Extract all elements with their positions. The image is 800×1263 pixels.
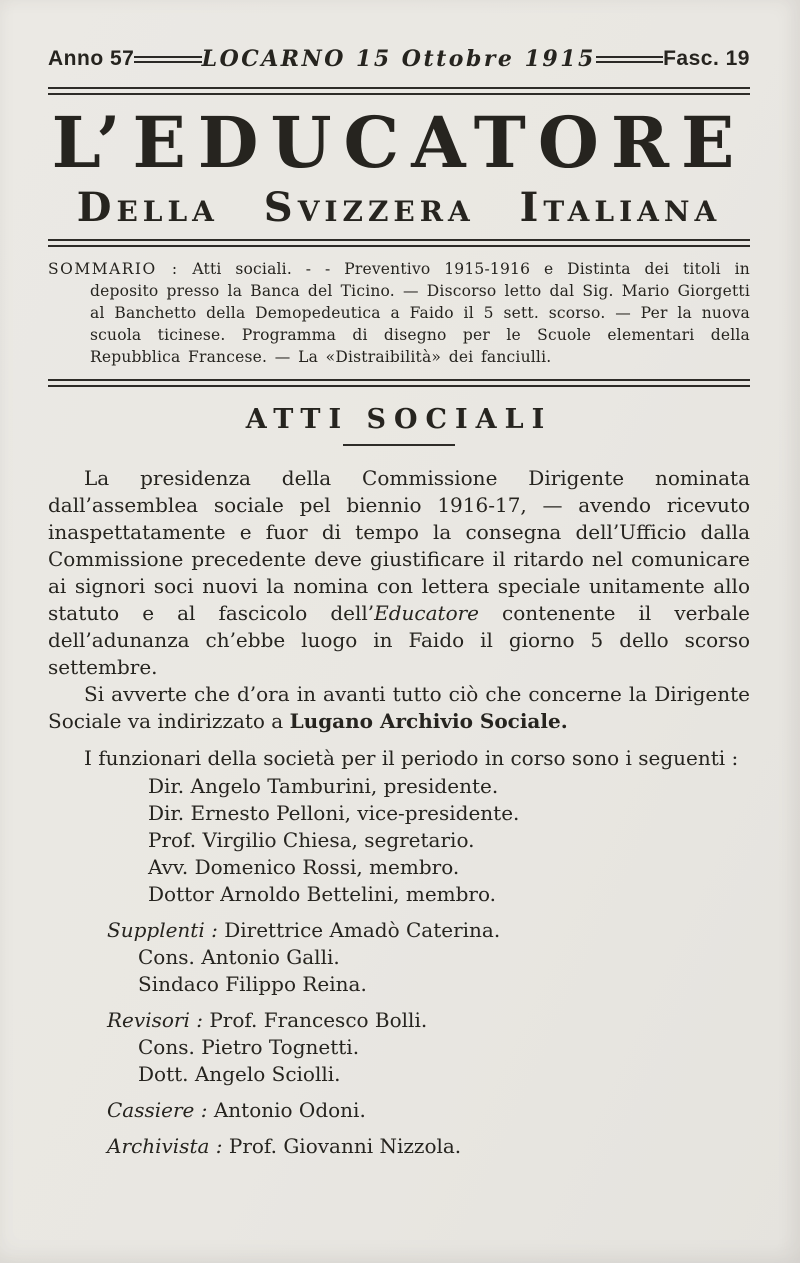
officials-list xyxy=(148,773,750,908)
official-item: Dottor Arnoldo Bettelini, membro. xyxy=(148,881,497,906)
role-holder: Direttrice Amadò Caterina. xyxy=(224,917,501,942)
role-holder: Antonio Odoni. xyxy=(213,1097,366,1122)
role-archivista xyxy=(107,1133,750,1160)
sommario-label: SOMMARIO : xyxy=(48,259,179,278)
role-sub-item: Cons. Antonio Galli. xyxy=(138,944,340,969)
sommario-double-rule xyxy=(48,379,750,387)
official-item: Avv. Domenico Rossi, membro. xyxy=(148,854,460,879)
sommario-block xyxy=(48,258,750,368)
article-body xyxy=(48,465,750,1160)
role-sub-item: Cons. Pietro Tognetti. xyxy=(138,1034,360,1059)
role-line xyxy=(107,1097,750,1124)
section-head xyxy=(48,404,750,446)
masthead-rule-left xyxy=(134,56,201,63)
role-holder: Prof. Francesco Bolli. xyxy=(209,1007,428,1032)
official-item: Prof. Virgilio Chiesa, segretario. xyxy=(148,827,475,852)
role-line xyxy=(107,1133,750,1160)
paragraph-1-text: La presidenza della Commissione Dirigente nominata dall’assemblea sociale pel biennio 1916-17, — avendo ricevuto inaspettatamente e fuor di tempo la consegna dell’Ufficio dalla Commissione precedente deve giustificare il ritardo nel comunicare ai signori soci nuovi la nomina con lettera speciale unitamente allo statuto e al fascicolo dell’ xyxy=(48,465,750,625)
educatore-italic: Educatore xyxy=(374,600,480,625)
role-sub-item: Dott. Angelo Sciolli. xyxy=(138,1061,341,1086)
section-title-rule xyxy=(343,444,455,446)
role-holder: Prof. Giovanni Nizzola. xyxy=(228,1133,462,1158)
issue-date: LOCARNO 15 Ottobre 1915 xyxy=(201,46,596,72)
role-line xyxy=(107,1007,750,1034)
role-label: Cassiere : xyxy=(107,1097,208,1122)
subtitle-double-rule xyxy=(48,239,750,247)
anno-label: Anno 57 xyxy=(48,47,135,70)
official-item: Dir. Ernesto Pelloni, vice-presidente. xyxy=(148,800,520,825)
role-cassiere xyxy=(107,1097,750,1124)
fascicle-label: Fasc. 19 xyxy=(663,47,750,70)
paragraph-1-end: contenente il verbale dell’adunanza ch’ebbe luogo in Faido il giorno 5 dello scorso settembre. xyxy=(48,600,750,679)
role-line xyxy=(107,917,750,944)
masthead-row xyxy=(48,44,750,74)
role-label: Archivista : xyxy=(107,1133,223,1158)
paragraph-1 xyxy=(48,465,750,681)
role-label: Revisori : xyxy=(107,1007,203,1032)
role-sub-item: Sindaco Filippo Reina. xyxy=(138,971,367,996)
role-label: Supplenti : xyxy=(107,917,218,942)
role-supplenti xyxy=(107,917,750,998)
lugano-archivio-bold: Lugano Archivio Sociale. xyxy=(289,708,568,733)
paragraph-2-text: Si avverte che d’ora in avanti tutto ciò che concerne la Dirigente Sociale va indirizzato a xyxy=(48,681,750,733)
section-title: ATTI SOCIALI xyxy=(245,403,553,435)
journal-title: L’EDUCATORE xyxy=(51,101,747,184)
role-revisori xyxy=(107,1007,750,1088)
header-double-rule xyxy=(48,87,750,95)
paragraph-2 xyxy=(48,681,750,735)
masthead-rule-right xyxy=(596,56,663,63)
official-item: Dir. Angelo Tamburini, presidente. xyxy=(148,773,499,798)
journal-subtitle: Della Svizzera Italiana xyxy=(76,183,722,231)
sommario-text: Atti sociali. - - Preventivo 1915-1916 e Distinta dei titoli in deposito presso la Banca del Ticino. — Discorso letto dal Sig. Mario Giorgetti al Banchetto della Demopedeutica a Faido il 5 sett. scorso. — Per la nuova scuola ticinese. Programma di disegno per le Scuole elementari della Repubblica Francese. — La «Distraibilità» dei fanciulli. xyxy=(90,259,750,366)
paragraph-3: I funzionari della società per il periodo in corso sono i seguenti : xyxy=(84,745,739,770)
